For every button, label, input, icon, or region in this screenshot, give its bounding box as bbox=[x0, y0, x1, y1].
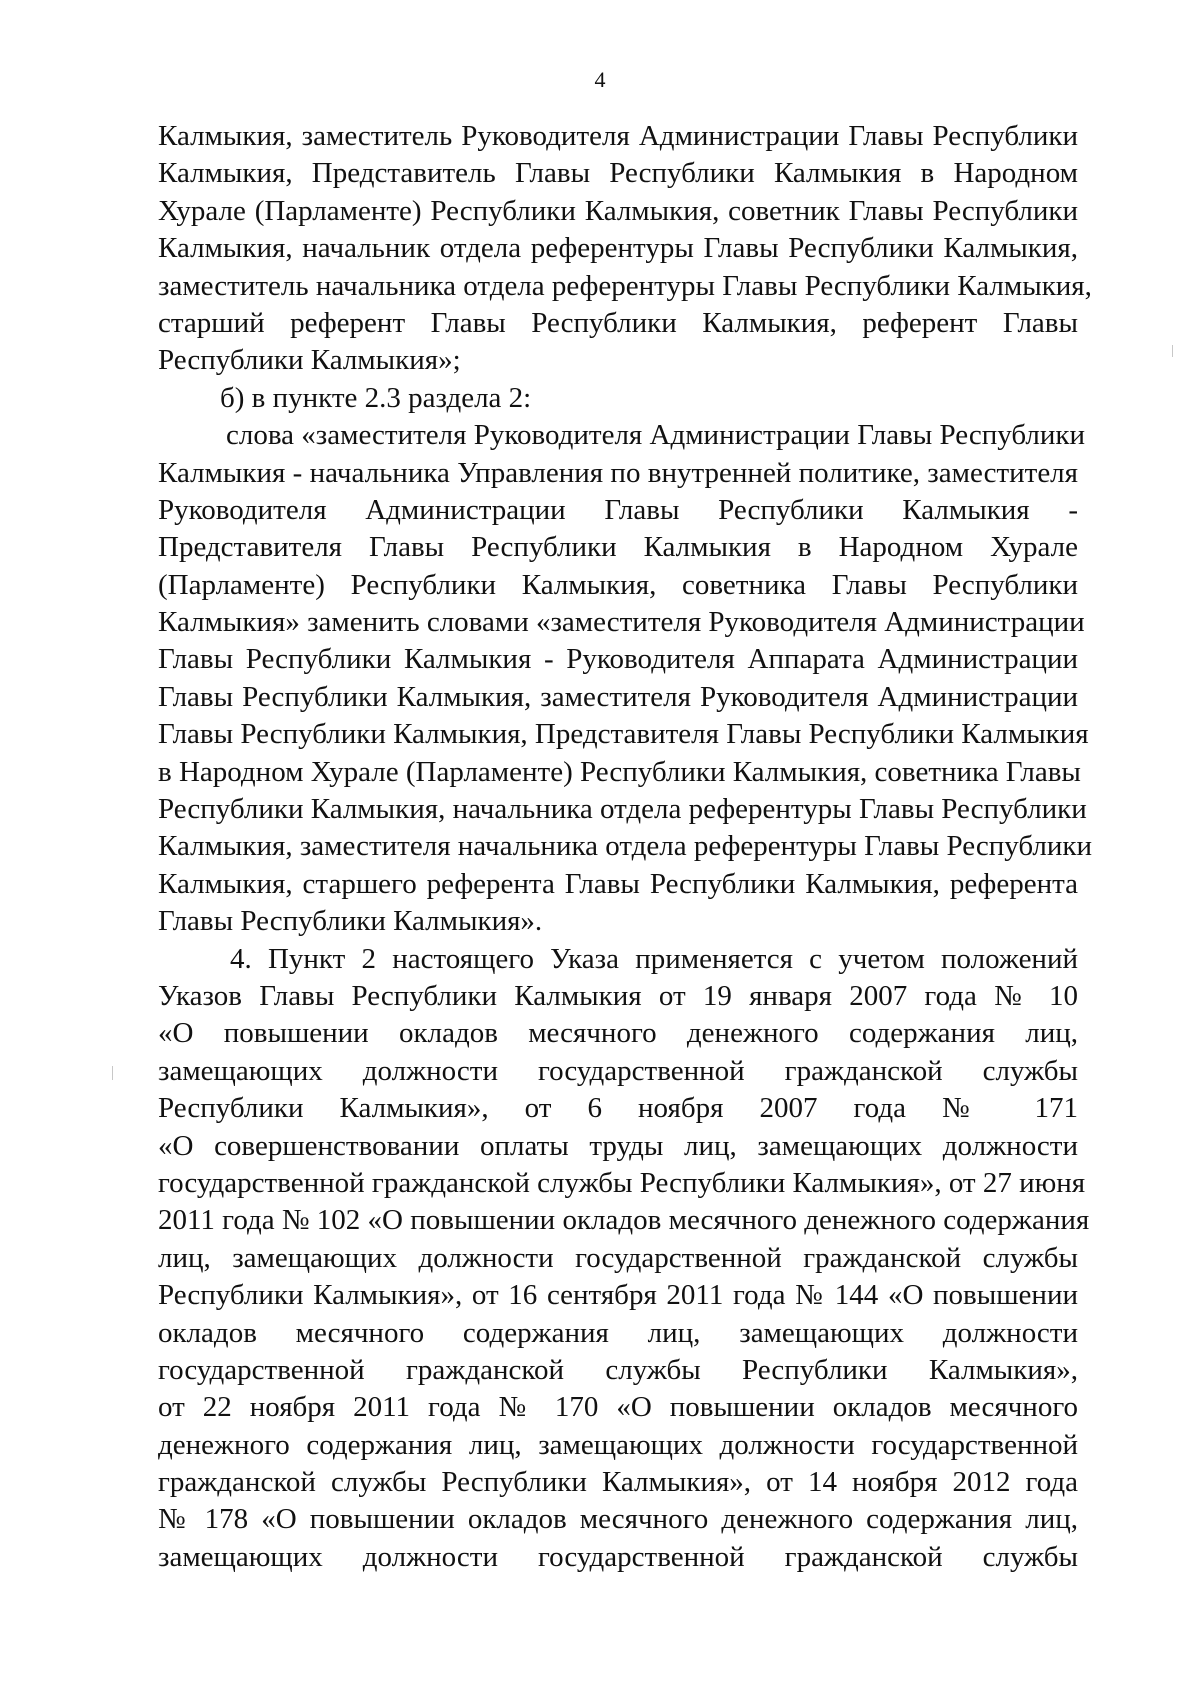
paragraph-subitem-b bbox=[158, 380, 1078, 417]
text-line: гражданской службы Республики Калмыкия», от 14 ноября 2012 года bbox=[158, 1466, 1078, 1499]
text-line: (Парламенте) Республики Калмыкия, советника Главы Республики bbox=[158, 568, 1078, 601]
text-line: заместитель начальника отдела референтуры Главы Республики Калмыкия, bbox=[158, 269, 1092, 302]
text-line: № 178 «О повышении окладов месячного денежного содержания лиц, bbox=[158, 1503, 1078, 1536]
text-line: от 22 ноября 2011 года № 170 «О повышении окладов месячного bbox=[158, 1391, 1078, 1424]
text-line: в Народном Хурале (Парламенте) Республики Калмыкия, советника Главы bbox=[158, 755, 1081, 788]
text-line: замещающих должности государственной гражданской службы bbox=[158, 1054, 1078, 1087]
paragraph-point-4 bbox=[158, 941, 1090, 1577]
text-line: б) в пункте 2.3 раздела 2: bbox=[220, 381, 532, 414]
text-line: государственной гражданской службы Республики Калмыкия», от 27 июня bbox=[158, 1166, 1086, 1199]
scan-artifact bbox=[1172, 345, 1173, 357]
text-line: Республики Калмыкия», от 16 сентября 2011 года № 144 «О повышении bbox=[158, 1279, 1078, 1312]
text-line: окладов месячного содержания лиц, замещающих должности bbox=[158, 1316, 1078, 1349]
text-line: слова «заместителя Руководителя Администрации Главы Республики bbox=[226, 419, 1086, 452]
text-line: 2011 года № 102 «О повышении окладов месячного денежного содержания bbox=[158, 1204, 1090, 1237]
text-line: Калмыкия, начальник отдела референтуры Главы Республики Калмыкия, bbox=[158, 232, 1078, 265]
text-line: Калмыкия, заместителя начальника отдела референтуры Главы Республики bbox=[158, 830, 1093, 863]
text-line: «О совершенствовании оплаты труды лиц, замещающих должности bbox=[158, 1129, 1078, 1162]
text-line: Хурале (Парламенте) Республики Калмыкия, советник Главы Республики bbox=[158, 194, 1078, 227]
text-line: Калмыкия, Представитель Главы Республики Калмыкия в Народном bbox=[158, 157, 1078, 190]
scan-artifact bbox=[112, 1066, 113, 1080]
text-line: Руководителя Администрации Главы Республики Калмыкия - bbox=[158, 493, 1078, 526]
paragraph-words-replacement bbox=[158, 417, 1093, 940]
text-line: замещающих должности государственной гражданской службы bbox=[158, 1540, 1078, 1573]
document-body bbox=[158, 118, 1093, 1576]
text-line: Калмыкия, старшего референта Главы Республики Калмыкия, референта bbox=[158, 867, 1078, 900]
text-line: лиц, замещающих должности государственной гражданской службы bbox=[158, 1241, 1078, 1274]
text-line: Представителя Главы Республики Калмыкия в Народном Хурале bbox=[158, 531, 1078, 564]
text-line: Указов Главы Республики Калмыкия от 19 января 2007 года № 10 bbox=[158, 979, 1078, 1012]
text-line: Главы Республики Калмыкия, Представителя Главы Республики Калмыкия bbox=[158, 718, 1089, 751]
text-line: Калмыкия, заместитель Руководителя Администрации Главы Республики bbox=[158, 120, 1078, 152]
text-line: Главы Республики Калмыкия, заместителя Руководителя Администрации bbox=[158, 680, 1078, 713]
text-line: государственной гражданской службы Республики Калмыкия», bbox=[158, 1353, 1078, 1386]
text-line: Республики Калмыкия»; bbox=[158, 344, 461, 377]
text-line: Республики Калмыкия, начальника отдела референтуры Главы Республики bbox=[158, 793, 1087, 826]
text-line: денежного содержания лиц, замещающих должности государственной bbox=[158, 1428, 1078, 1461]
text-line: Калмыкия - начальника Управления по внутренней политике, заместителя bbox=[158, 456, 1078, 489]
text-line: Главы Республики Калмыкия - Руководителя Аппарата Администрации bbox=[158, 643, 1078, 676]
text-line: старший референт Главы Республики Калмыкия, референт Главы bbox=[158, 306, 1078, 339]
text-line: Республики Калмыкия», от 6 ноября 2007 года № 171 bbox=[158, 1092, 1078, 1125]
text-line: 4. Пункт 2 настоящего Указа применяется с учетом положений bbox=[230, 942, 1078, 975]
text-line: Главы Республики Калмыкия». bbox=[158, 905, 543, 938]
paragraph-continued-list bbox=[158, 118, 1092, 380]
text-line: «О повышении окладов месячного денежного содержания лиц, bbox=[158, 1017, 1078, 1050]
text-line: Калмыкия» заменить словами «заместителя Руководителя Администрации bbox=[158, 606, 1085, 639]
page-number: 4 bbox=[594, 67, 606, 92]
